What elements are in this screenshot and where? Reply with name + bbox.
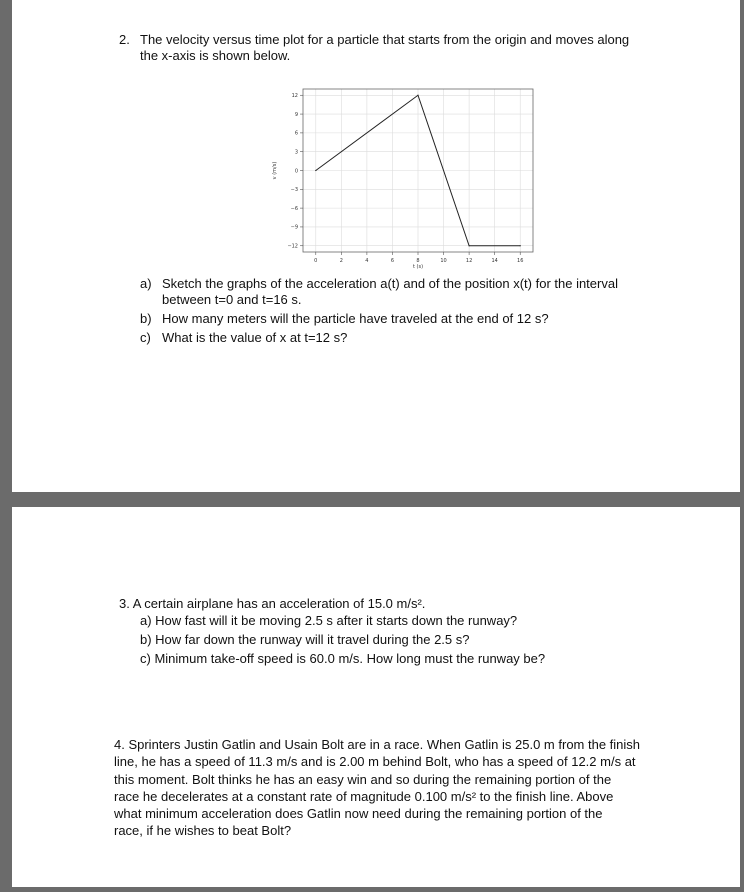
velocity-point (520, 245, 521, 246)
velocity-time-chart (256, 85, 536, 277)
question-4-line-6: race, if he wishes to beat Bolt? (114, 823, 292, 838)
question-4-line-2: line, he has a speed of 11.3 m/s and is 2.00 m behind Bolt, who has a speed of 12.2 m/s at (114, 754, 636, 769)
y-tick-label: −12 (287, 243, 298, 250)
question-3-stem: 3. A certain airplane has an acceleration of 15.0 m/s². (119, 596, 426, 611)
question-4-line-3: this moment. Bolt thinks he has an easy win and so during the remaining portion of the (114, 772, 612, 787)
x-tick-label: 0 (314, 258, 318, 264)
part-b-text: How many meters will the particle have traveled at the end of 12 s? (162, 311, 549, 326)
y-tick-label: 9 (294, 111, 298, 118)
part-a-line-1: Sketch the graphs of the acceleration a(t) and of the position x(t) for the interval (162, 276, 618, 291)
question-3-part-b: b) How far down the runway will it travel during the 2.5 s? (140, 632, 470, 647)
question-4-line-5: what minimum acceleration does Gatlin now need during the remaining portion of the (114, 806, 603, 821)
x-tick-label: 4 (365, 258, 369, 264)
question-4-line-4: race he decelerates at a constant rate of magnitude 0.100 m/s² to the finish line. Above (114, 789, 614, 804)
velocity-point (417, 95, 418, 96)
question-3-part-a: a) How fast will it be moving 2.5 s after it starts down the runway? (140, 613, 518, 628)
y-tick-label: 0 (294, 168, 298, 175)
question-2-intro-line-1: The velocity versus time plot for a particle that starts from the origin and moves along (140, 32, 630, 47)
y-tick-label: 3 (294, 149, 298, 156)
x-ticks (314, 252, 523, 264)
y-tick-label: −6 (290, 205, 298, 212)
part-b-label: b) (140, 311, 152, 326)
y-tick-label: −3 (290, 187, 298, 194)
document-page-2 (12, 507, 740, 887)
y-axis-label: v (m/s) (272, 161, 278, 180)
y-tick-label: 12 (291, 93, 298, 100)
velocity-point (469, 245, 470, 246)
part-c-label: c) (140, 330, 151, 345)
y-ticks (287, 93, 303, 249)
velocity-point (315, 170, 316, 171)
x-axis-label: t (s) (412, 264, 424, 270)
y-tick-label: 6 (294, 130, 298, 137)
x-tick-label: 2 (339, 258, 343, 264)
chart-grid (303, 89, 533, 252)
x-tick-label: 16 (517, 258, 524, 264)
x-tick-label: 10 (440, 258, 447, 264)
question-3-part-c: c) Minimum take-off speed is 60.0 m/s. How long must the runway be? (140, 651, 546, 666)
question-4-line-1: 4. Sprinters Justin Gatlin and Usain Bolt are in a race. When Gatlin is 25.0 m from the finish (114, 737, 641, 752)
x-tick-label: 12 (465, 258, 473, 264)
question-2-intro-line-2: the x-axis is shown below. (140, 48, 291, 63)
x-tick-label: 6 (390, 258, 395, 264)
question-2-number: 2. (119, 32, 130, 47)
part-c-text: What is the value of x at t=12 s? (162, 330, 348, 345)
part-a-line-2: between t=0 and t=16 s. (162, 292, 302, 307)
document-page-1 (12, 0, 740, 492)
x-tick-label: 14 (491, 258, 498, 264)
y-tick-label: −9 (290, 224, 298, 231)
part-a-label: a) (140, 276, 152, 291)
x-tick-label: 8 (416, 258, 420, 264)
